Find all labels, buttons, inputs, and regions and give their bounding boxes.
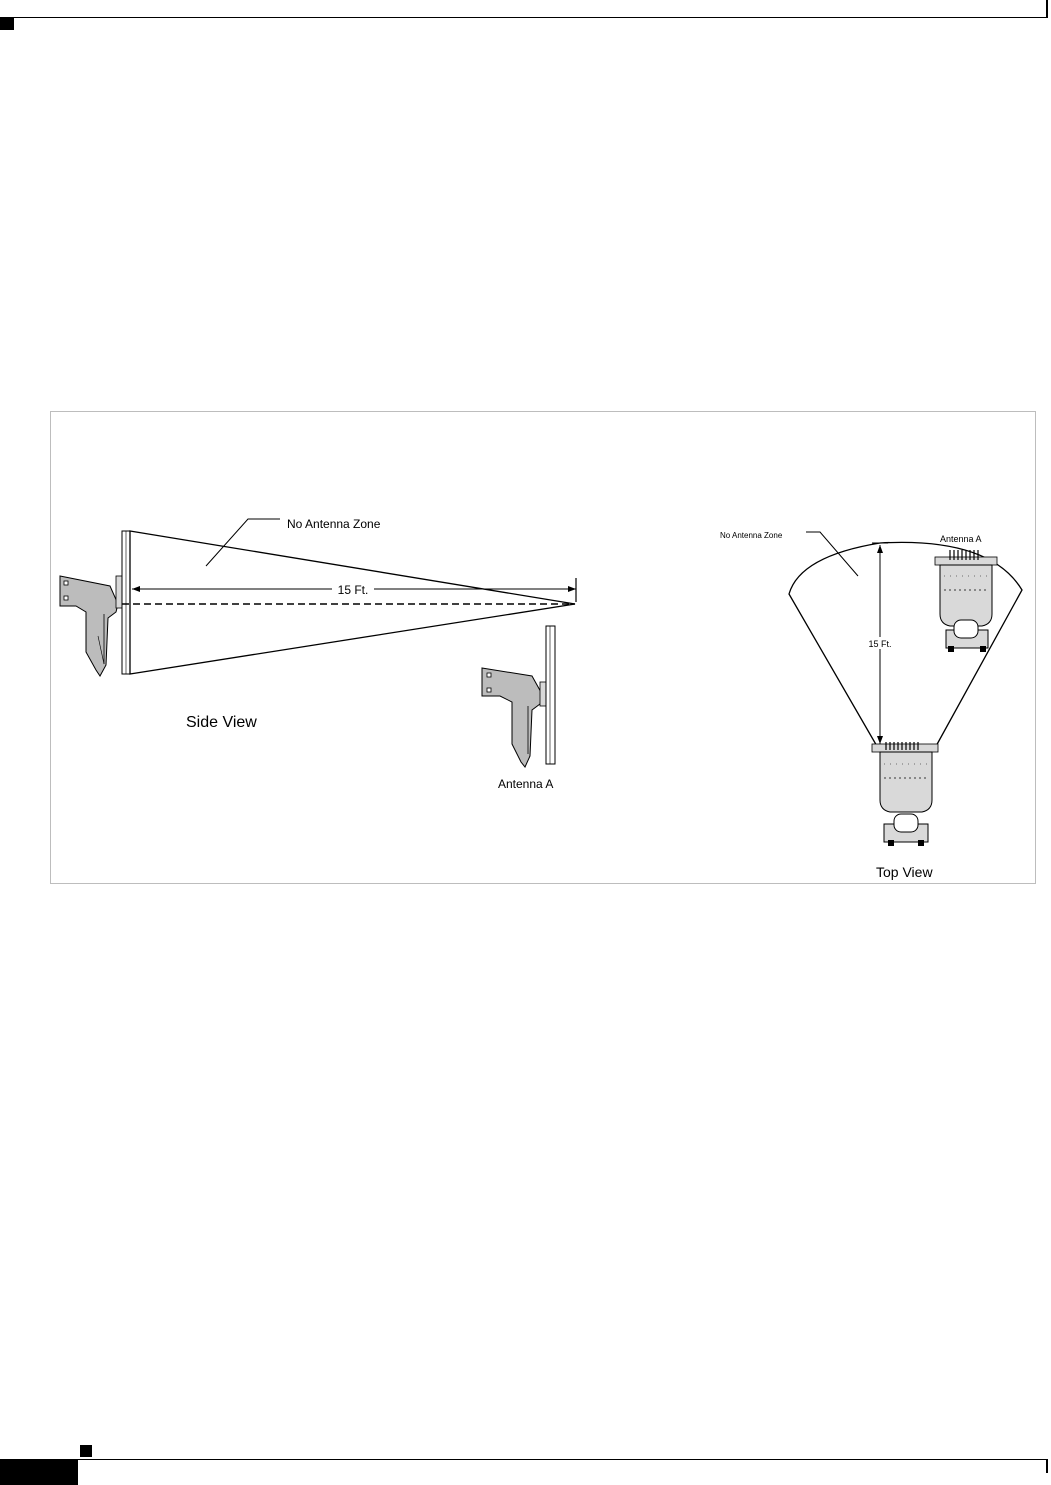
top-view-diagram [720,531,1022,880]
top-view-zone-label: No Antenna Zone [720,531,783,540]
side-view-exclusion-cone [130,531,575,674]
side-view-antenna-panel [116,531,130,674]
top-view-distance-label: 15 Ft. [868,639,892,649]
top-view-zone-leader [806,532,858,576]
side-view-antenna-a [482,626,555,767]
top-view-antenna-a-label: Antenna A [940,534,982,544]
side-view-antenna-a-label: Antenna A [498,777,554,791]
footer-page-tab [0,1459,78,1485]
side-view-caption: Side View [186,714,257,731]
side-view-distance-label: 15 Ft. [337,583,369,597]
footer-rule [0,1459,1047,1460]
side-view-zone-leader [206,519,280,566]
side-view-bracket [60,576,118,676]
footer-right-tick [1046,1459,1048,1473]
side-view-zone-label: No Antenna Zone [287,517,381,531]
top-view-antenna-a-device [935,550,997,652]
top-view-caption: Top View [876,864,933,880]
side-view-diagram [60,517,576,791]
footer-small-marker [80,1445,92,1457]
top-view-device [872,742,938,846]
